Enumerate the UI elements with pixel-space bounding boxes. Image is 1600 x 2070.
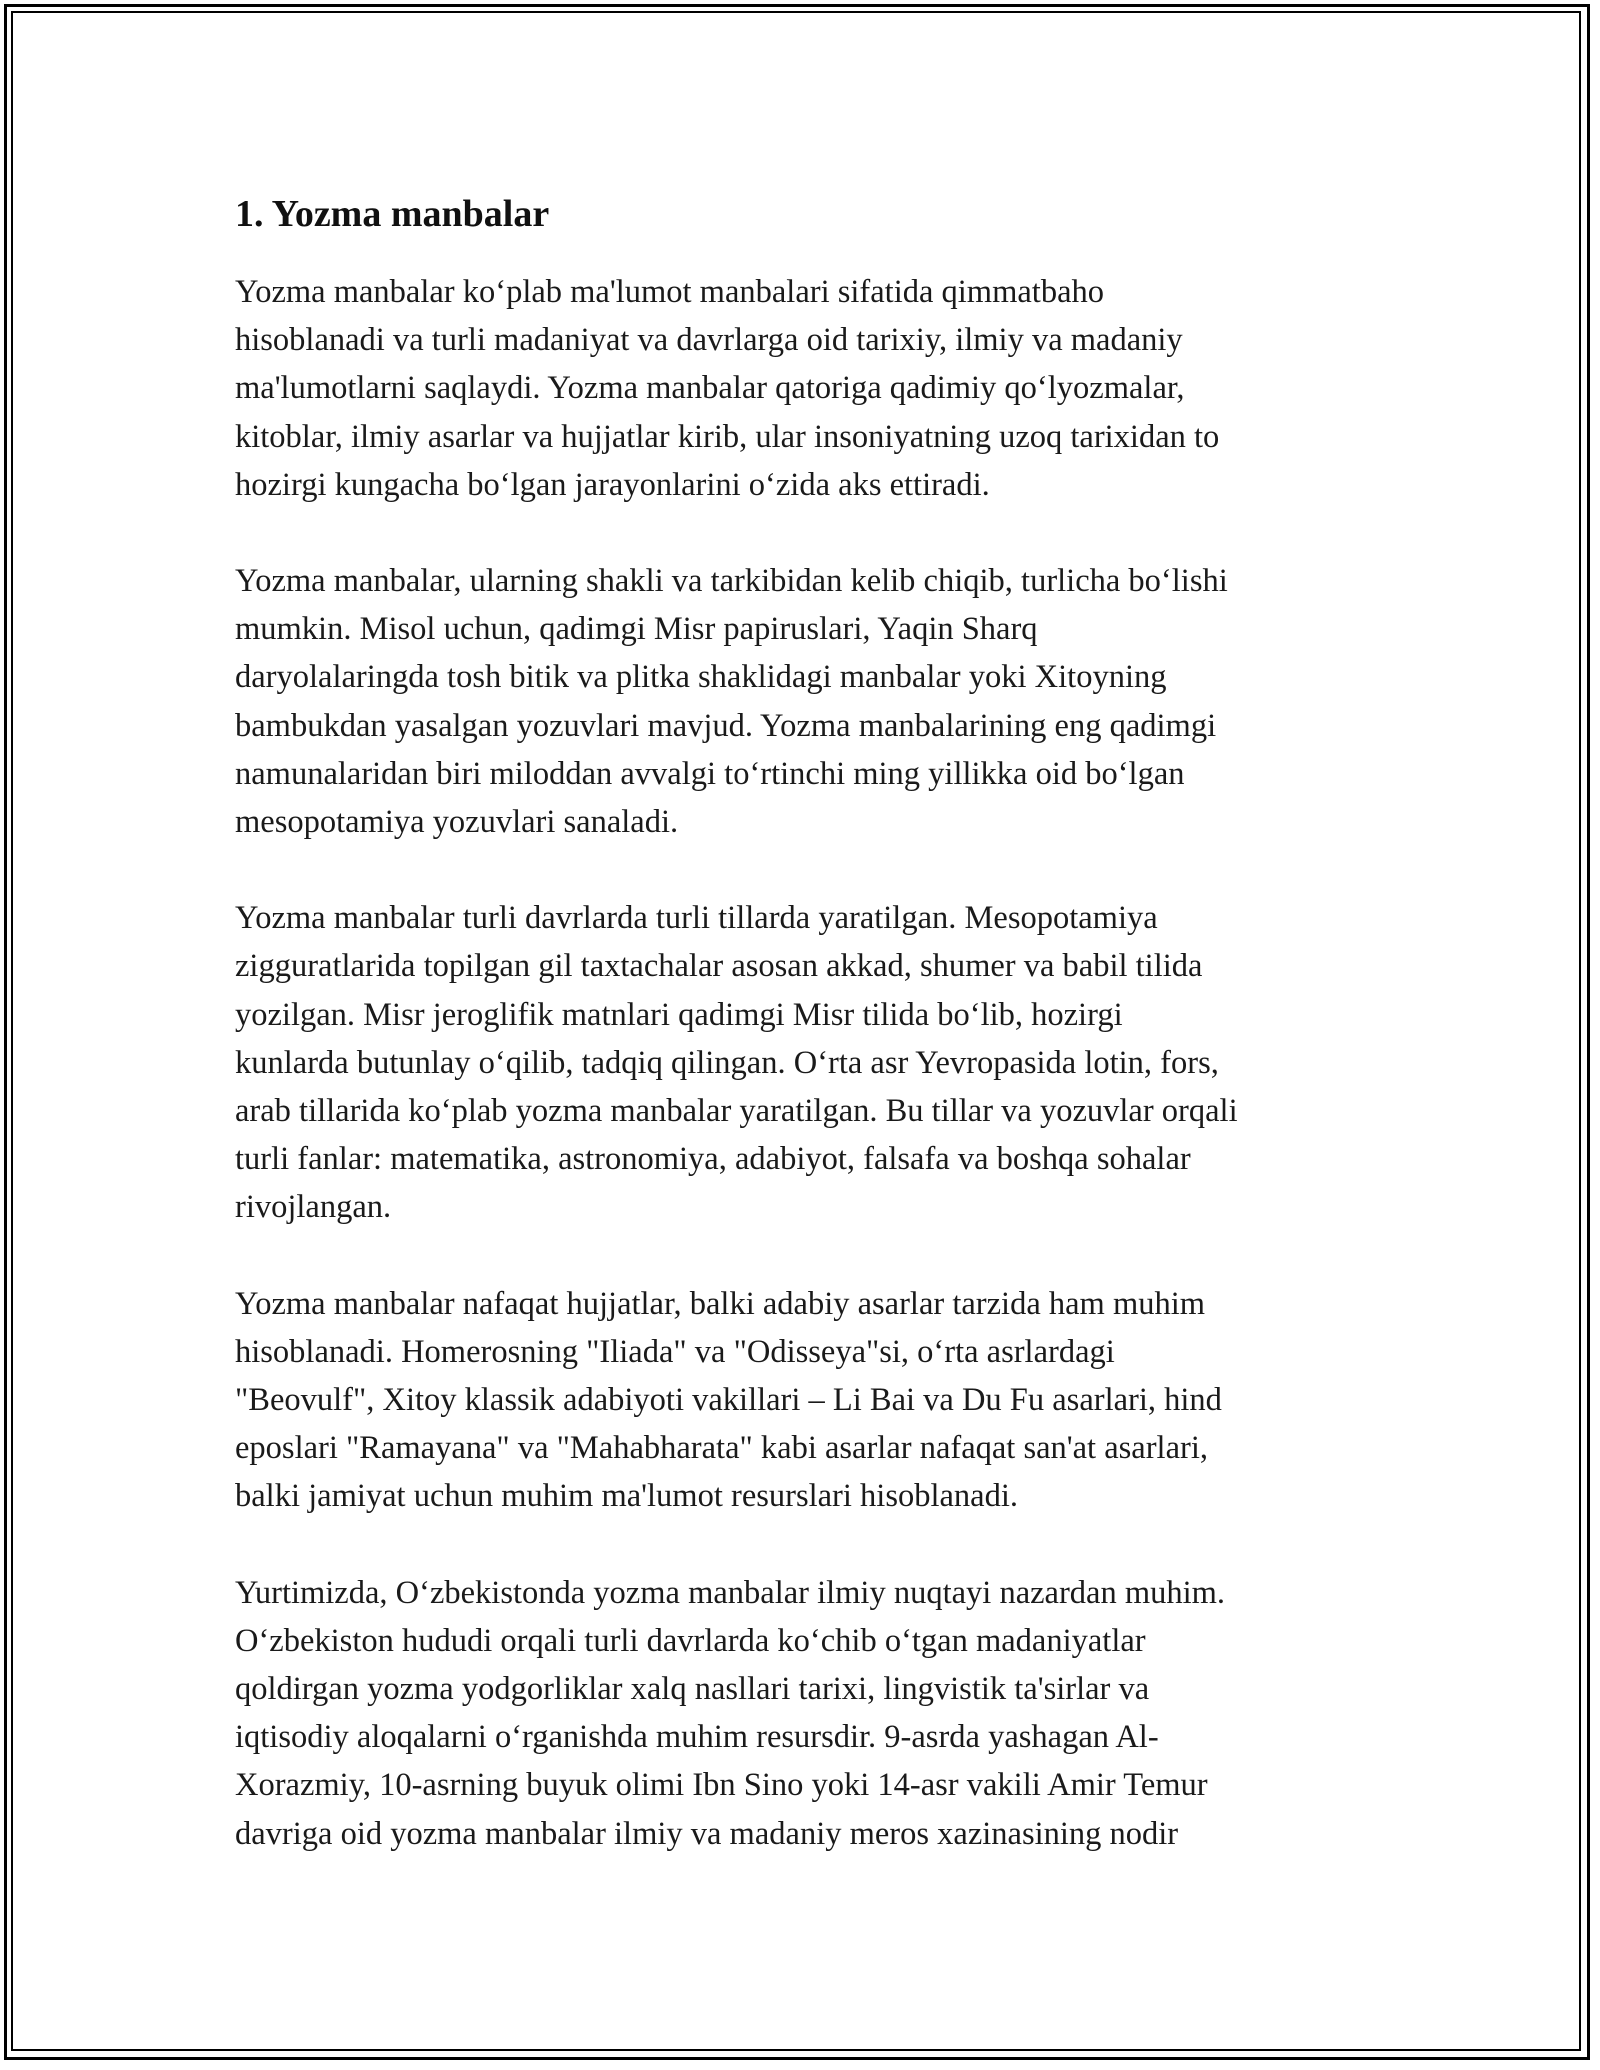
paragraph-line: eposlari "Ramayana" va "Mahabharata" kabi asarlar nafaqat san'at asarlari, <box>235 1430 1208 1467</box>
paragraph <box>235 268 1375 509</box>
paragraph-line: hozirgi kungacha bo‘lgan jarayonlarini o‘zida aks ettiradi. <box>235 466 990 503</box>
paragraph-line: Yozma manbalar nafaqat hujjatlar, balki adabiy asarlar tarzida ham muhim <box>235 1285 1206 1322</box>
paragraph-line: mumkin. Misol uchun, qadimgi Misr papiruslari, Yaqin Sharq <box>235 611 1038 648</box>
paragraph <box>235 1569 1375 1858</box>
paragraph <box>235 1280 1375 1521</box>
paragraph-line: O‘zbekiston hududi orqali turli davrlarda ko‘chib o‘tgan madaniyatlar <box>235 1622 1146 1659</box>
paragraph-line: Yozma manbalar, ularning shakli va tarkibidan kelib chiqib, turlicha bo‘lishi <box>235 563 1228 600</box>
paragraph-line: ma'lumotlarni saqlaydi. Yozma manbalar qatoriga qadimiy qo‘lyozmalar, <box>235 370 1185 407</box>
paragraph-line: Yurtimizda, O‘zbekistonda yozma manbalar ilmiy nuqtayi nazardan muhim. <box>235 1574 1226 1611</box>
paragraph-list <box>235 268 1375 1858</box>
section-heading: 1. Yozma manbalar <box>235 193 550 235</box>
paragraph-line: balki jamiyat uchun muhim ma'lumot resurslari hisoblanadi. <box>235 1478 1018 1515</box>
paragraph-line: arab tillarida ko‘plab yozma manbalar yaratilgan. Bu tillar va yozuvlar orqali <box>235 1093 1238 1130</box>
paragraph-line: zigguratlarida topilgan gil taxtachalar asosan akkad, shumer va babil tilida <box>235 948 1203 985</box>
paragraph-line: mesopotamiya yozuvlari sanaladi. <box>235 804 679 841</box>
paragraph <box>235 894 1375 1231</box>
paragraph-line: "Beovulf", Xitoy klassik adabiyoti vakillari – Li Bai va Du Fu asarlari, hind <box>235 1382 1222 1419</box>
paragraph-line: yozilgan. Misr jeroglifik matnlari qadimgi Misr tilida bo‘lib, hozirgi <box>235 996 1123 1033</box>
document-body <box>235 182 1375 1906</box>
paragraph-line: davriga oid yozma manbalar ilmiy va madaniy meros xazinasining nodir <box>235 1815 1179 1852</box>
paragraph-line: daryolalaringda tosh bitik va plitka shaklidagi manbalar yoki Xitoyning <box>235 659 1167 696</box>
paragraph-line: hisoblanadi. Homerosning "Iliada" va "Odisseya"si, o‘rta asrlardagi <box>235 1333 1115 1370</box>
paragraph-line: Xorazmiy, 10-asrning buyuk olimi Ibn Sino yoki 14-asr vakili Amir Temur <box>235 1767 1208 1804</box>
paragraph-line: Yozma manbalar ko‘plab ma'lumot manbalari sifatida qimmatbaho <box>235 274 1104 310</box>
paragraph-line: namunalaridan biri miloddan avvalgi to‘rtinchi ming yillikka oid bo‘lgan <box>235 755 1185 792</box>
paragraph-line: kunlarda butunlay o‘qilib, tadqiq qilingan. O‘rta asr Yevropasida lotin, fors, <box>235 1044 1219 1081</box>
paragraph-line: bambukdan yasalgan yozuvlari mavjud. Yozma manbalarining eng qadimgi <box>235 707 1217 744</box>
paragraph-line: rivojlangan. <box>235 1189 392 1226</box>
paragraph-line: turli fanlar: matematika, astronomiya, adabiyot, falsafa va boshqa sohalar <box>235 1141 1191 1178</box>
paragraph-line: iqtisodiy aloqalarni o‘rganishda muhim resursdir. 9-asrda yashagan Al- <box>235 1719 1159 1756</box>
paragraph-line: Yozma manbalar turli davrlarda turli tillarda yaratilgan. Mesopotamiya <box>235 900 1158 937</box>
paragraph <box>235 557 1375 846</box>
paragraph-line: kitoblar, ilmiy asarlar va hujjatlar kirib, ular insoniyatning uzoq tarixidan to <box>235 418 1220 455</box>
paragraph-line: qoldirgan yozma yodgorliklar xalq nasllari tarixi, lingvistik ta'sirlar va <box>235 1671 1150 1708</box>
paragraph-line: hisoblanadi va turli madaniyat va davrlarga oid tarixiy, ilmiy va madaniy <box>235 322 1183 359</box>
